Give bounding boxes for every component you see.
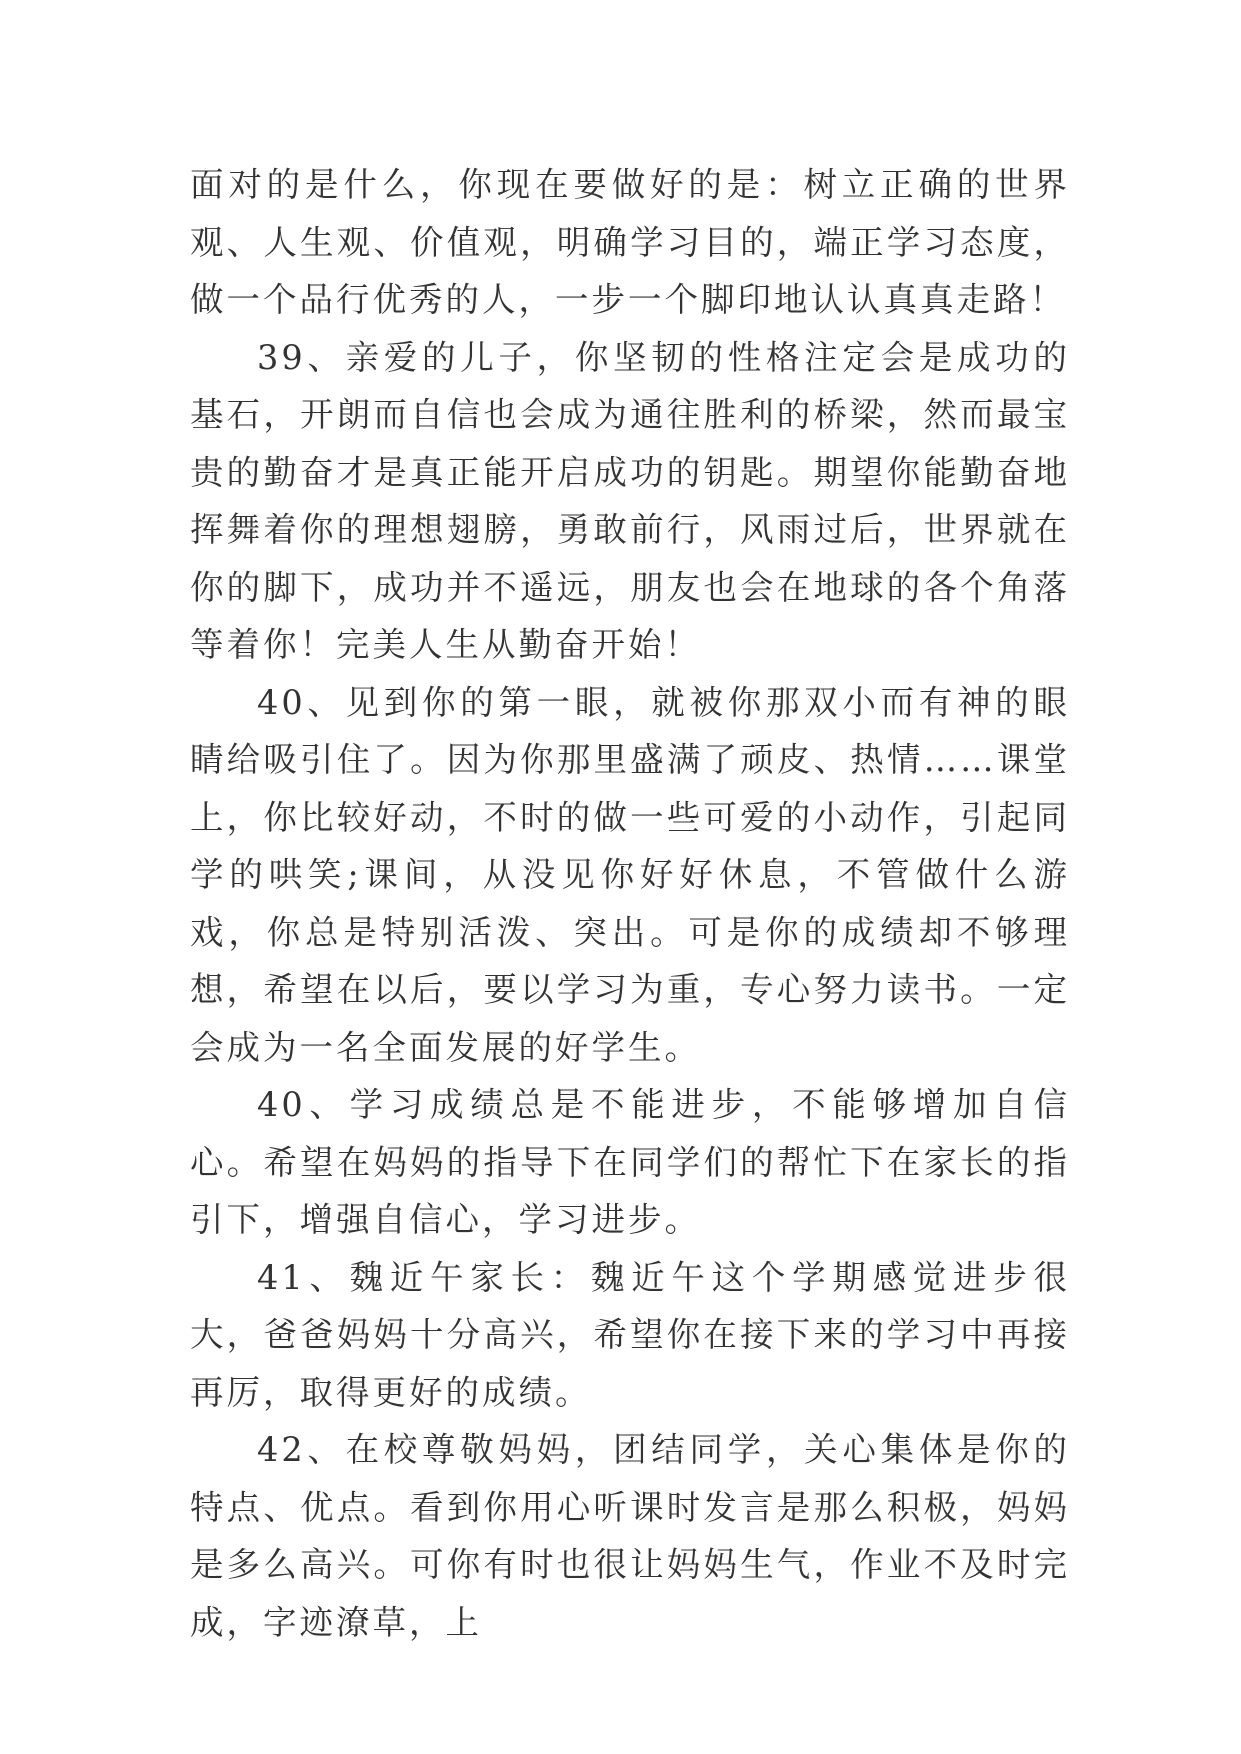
paragraph-40-second: 40、学习成绩总是不能进步，不能够增加自信心。希望在妈妈的指导下在同学们的帮忙下在家长的指引下，增强自信心，学习进步。 bbox=[190, 1085, 1070, 1239]
paragraph-42: 42、在校尊敬妈妈，团结同学，关心集体是你的特点、优点。看到你用心听课时发言是那么积极，妈妈是多么高兴。可你有时也很让妈妈生气，作业不及时完成，字迹潦草，上 bbox=[190, 1430, 1070, 1642]
paragraph-continuation: 面对的是什么，你现在要做好的是：树立正确的世界观、人生观、价值观，明确学习目的，端正学习态度，做一个品行优秀的人，一步一个脚印地认认真真走路！ bbox=[190, 165, 1070, 319]
paragraph-40-first: 40、见到你的第一眼，就被你那双小而有神的眼睛给吸引住了。因为你那里盛满了顽皮、热情……课堂上，你比较好动，不时的做一些可爱的小动作，引起同学的哄笑;课间，从没见你好好休息，不管做什么游戏，你总是特别活泼、突出。可是你的成绩却不够理想，希望在以后，要以学习为重，专心努力读书。一定会成为一名全面发展的好学生。 bbox=[190, 682, 1070, 1067]
document-body bbox=[190, 156, 1070, 1651]
paragraph-41: 41、魏近午家长：魏近午这个学期感觉进步很大，爸爸妈妈十分高兴，希望你在接下来的学习中再接再厉，取得更好的成绩。 bbox=[190, 1257, 1070, 1412]
paragraph-39: 39、亲爱的儿子，你坚韧的性格注定会是成功的基石，开朗而自信也会成为通往胜利的桥梁，然而最宝贵的勤奋才是真正能开启成功的钥匙。期望你能勤奋地挥舞着你的理想翅膀，勇敢前行，风雨过后，世界就在你的脚下，成功并不遥远，朋友也会在地球的各个角落等着你！完美人生从勤奋开始！ bbox=[190, 337, 1070, 664]
